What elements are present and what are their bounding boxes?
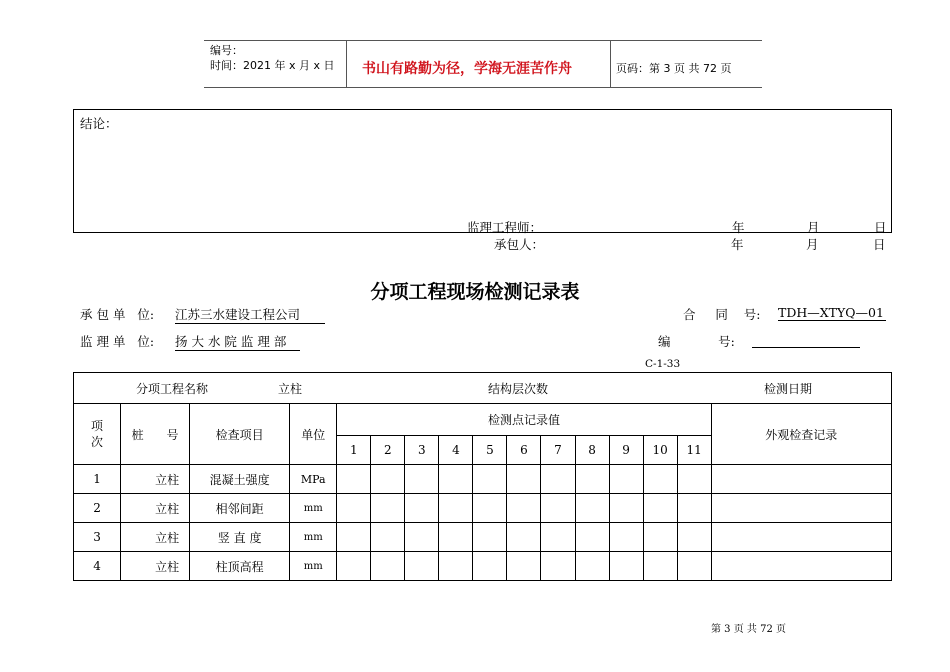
appearance-cell[interactable] [711,523,891,552]
value-cell[interactable] [405,552,439,581]
appearance-cell[interactable] [711,494,891,523]
row-pile: 立柱 [121,552,190,581]
value-cell[interactable] [575,552,609,581]
contractor-day: 日 [873,237,886,252]
value-cell[interactable] [677,552,711,581]
supervision-unit-label: 监 理 单 位: [80,334,155,349]
inspection-date-label: 检测日期 [764,382,813,396]
value-cell[interactable] [677,523,711,552]
serial-number-label: 编 号: [658,334,735,349]
form-title: 分项工程现场检测记录表 [370,281,580,303]
value-cell[interactable] [609,552,643,581]
row-no: 1 [74,465,121,494]
item-no-header [74,404,121,465]
row-pile: 立柱 [121,523,190,552]
header-divider-left [346,40,347,87]
row-pile: 立柱 [121,465,190,494]
supervisor-day: 日 [874,220,887,235]
appearance-header: 外观检查记录 [711,404,891,465]
conclusion-label: 结论： [80,116,118,131]
row-item: 竖 直 度 [190,523,290,552]
value-cell[interactable] [609,494,643,523]
value-cell[interactable] [677,465,711,494]
value-cell[interactable] [337,465,371,494]
header-time-label: 时间：2021 年 x 月 x 日 [210,59,335,72]
value-cell[interactable] [371,494,405,523]
item-no-header-label: 项次 [91,419,104,449]
point-header-5: 5 [473,436,507,465]
header-number-label: 编号： [210,44,243,57]
form-code: C-1-33 [645,358,681,370]
value-cell[interactable] [643,465,677,494]
pile-no-header: 桩 号 [121,404,190,465]
value-cell[interactable] [541,465,575,494]
conclusion-box [73,109,892,233]
value-cell[interactable] [405,494,439,523]
row-item: 混凝土强度 [190,465,290,494]
supervision-unit-value: 扬 大 水 院 监 理 部 [175,332,300,351]
subproject-name-label: 分项工程名称 [136,382,209,396]
value-cell[interactable] [439,465,473,494]
value-cell[interactable] [609,523,643,552]
point-header-2: 2 [371,436,405,465]
supervisor-engineer-label: 监理工程师： [467,220,543,235]
row-unit: mm [290,523,337,552]
value-cell[interactable] [507,465,541,494]
value-cell[interactable] [643,494,677,523]
point-header-6: 6 [507,436,541,465]
row-no: 4 [74,552,121,581]
contractor-year: 年 [731,237,744,252]
point-header-3: 3 [405,436,439,465]
point-header-8: 8 [575,436,609,465]
value-cell[interactable] [507,494,541,523]
value-cell[interactable] [473,465,507,494]
value-cell[interactable] [371,552,405,581]
value-cell[interactable] [337,523,371,552]
row-unit: MPa [290,465,337,494]
value-cell[interactable] [507,523,541,552]
supervisor-year: 年 [732,220,745,235]
value-cell[interactable] [473,523,507,552]
contractor-month: 月 [806,237,819,252]
point-header-1: 1 [337,436,371,465]
contract-number-value: TDH—XTYQ—01 [778,305,886,321]
contractor-unit-value: 江苏三水建设工程公司 [175,305,325,324]
value-cell[interactable] [337,552,371,581]
unit-header: 单位 [290,404,337,465]
row-item: 相邻间距 [190,494,290,523]
value-cell[interactable] [439,523,473,552]
row-unit: mm [290,552,337,581]
value-cell[interactable] [643,523,677,552]
supervisor-month: 月 [807,220,820,235]
point-header-11: 11 [677,436,711,465]
value-cell[interactable] [473,494,507,523]
header-divider-right [610,40,611,87]
table-row [74,465,892,494]
value-cell[interactable] [439,494,473,523]
header-page-label: 页码：第 3 页 共 72 页 [616,62,732,75]
value-cell[interactable] [541,494,575,523]
header-top-rule [204,40,762,41]
appearance-cell[interactable] [711,552,891,581]
value-cell[interactable] [609,465,643,494]
row-pile: 立柱 [121,494,190,523]
value-cell[interactable] [507,552,541,581]
page-footer: 第 3 页 共 72 页 [711,624,786,635]
value-cell[interactable] [541,552,575,581]
value-cell[interactable] [371,523,405,552]
point-header-4: 4 [439,436,473,465]
row-no: 2 [74,494,121,523]
structure-level-label: 结构层次数 [488,382,549,396]
inspection-table [73,372,892,581]
subproject-name-value: 立柱 [278,382,303,396]
point-header-9: 9 [609,436,643,465]
value-cell[interactable] [541,523,575,552]
appearance-cell[interactable] [711,465,891,494]
value-cell[interactable] [473,552,507,581]
value-cell[interactable] [439,552,473,581]
table-row [74,494,892,523]
serial-number-value [752,332,860,348]
value-cell[interactable] [575,494,609,523]
value-cell[interactable] [405,465,439,494]
header-bottom-rule [204,87,762,88]
header-motto: 书山有路勤为径，学海无涯苦作舟 [362,61,572,77]
row-item: 柱顶高程 [190,552,290,581]
value-cell[interactable] [575,465,609,494]
value-cell[interactable] [575,523,609,552]
row-no: 3 [74,523,121,552]
contractor-sign-label: 承包人： [494,237,545,252]
contract-number-label: 合 同 号: [683,307,761,322]
table-row [74,523,892,552]
value-cell[interactable] [405,523,439,552]
check-item-header: 检查项目 [190,404,290,465]
points-header: 检测点记录值 [337,404,711,436]
contractor-unit-label: 承 包 单 位: [80,307,155,322]
value-cell[interactable] [371,465,405,494]
point-header-10: 10 [643,436,677,465]
value-cell[interactable] [677,494,711,523]
value-cell[interactable] [643,552,677,581]
value-cell[interactable] [337,494,371,523]
point-header-7: 7 [541,436,575,465]
table-row [74,552,892,581]
row-unit: mm [290,494,337,523]
